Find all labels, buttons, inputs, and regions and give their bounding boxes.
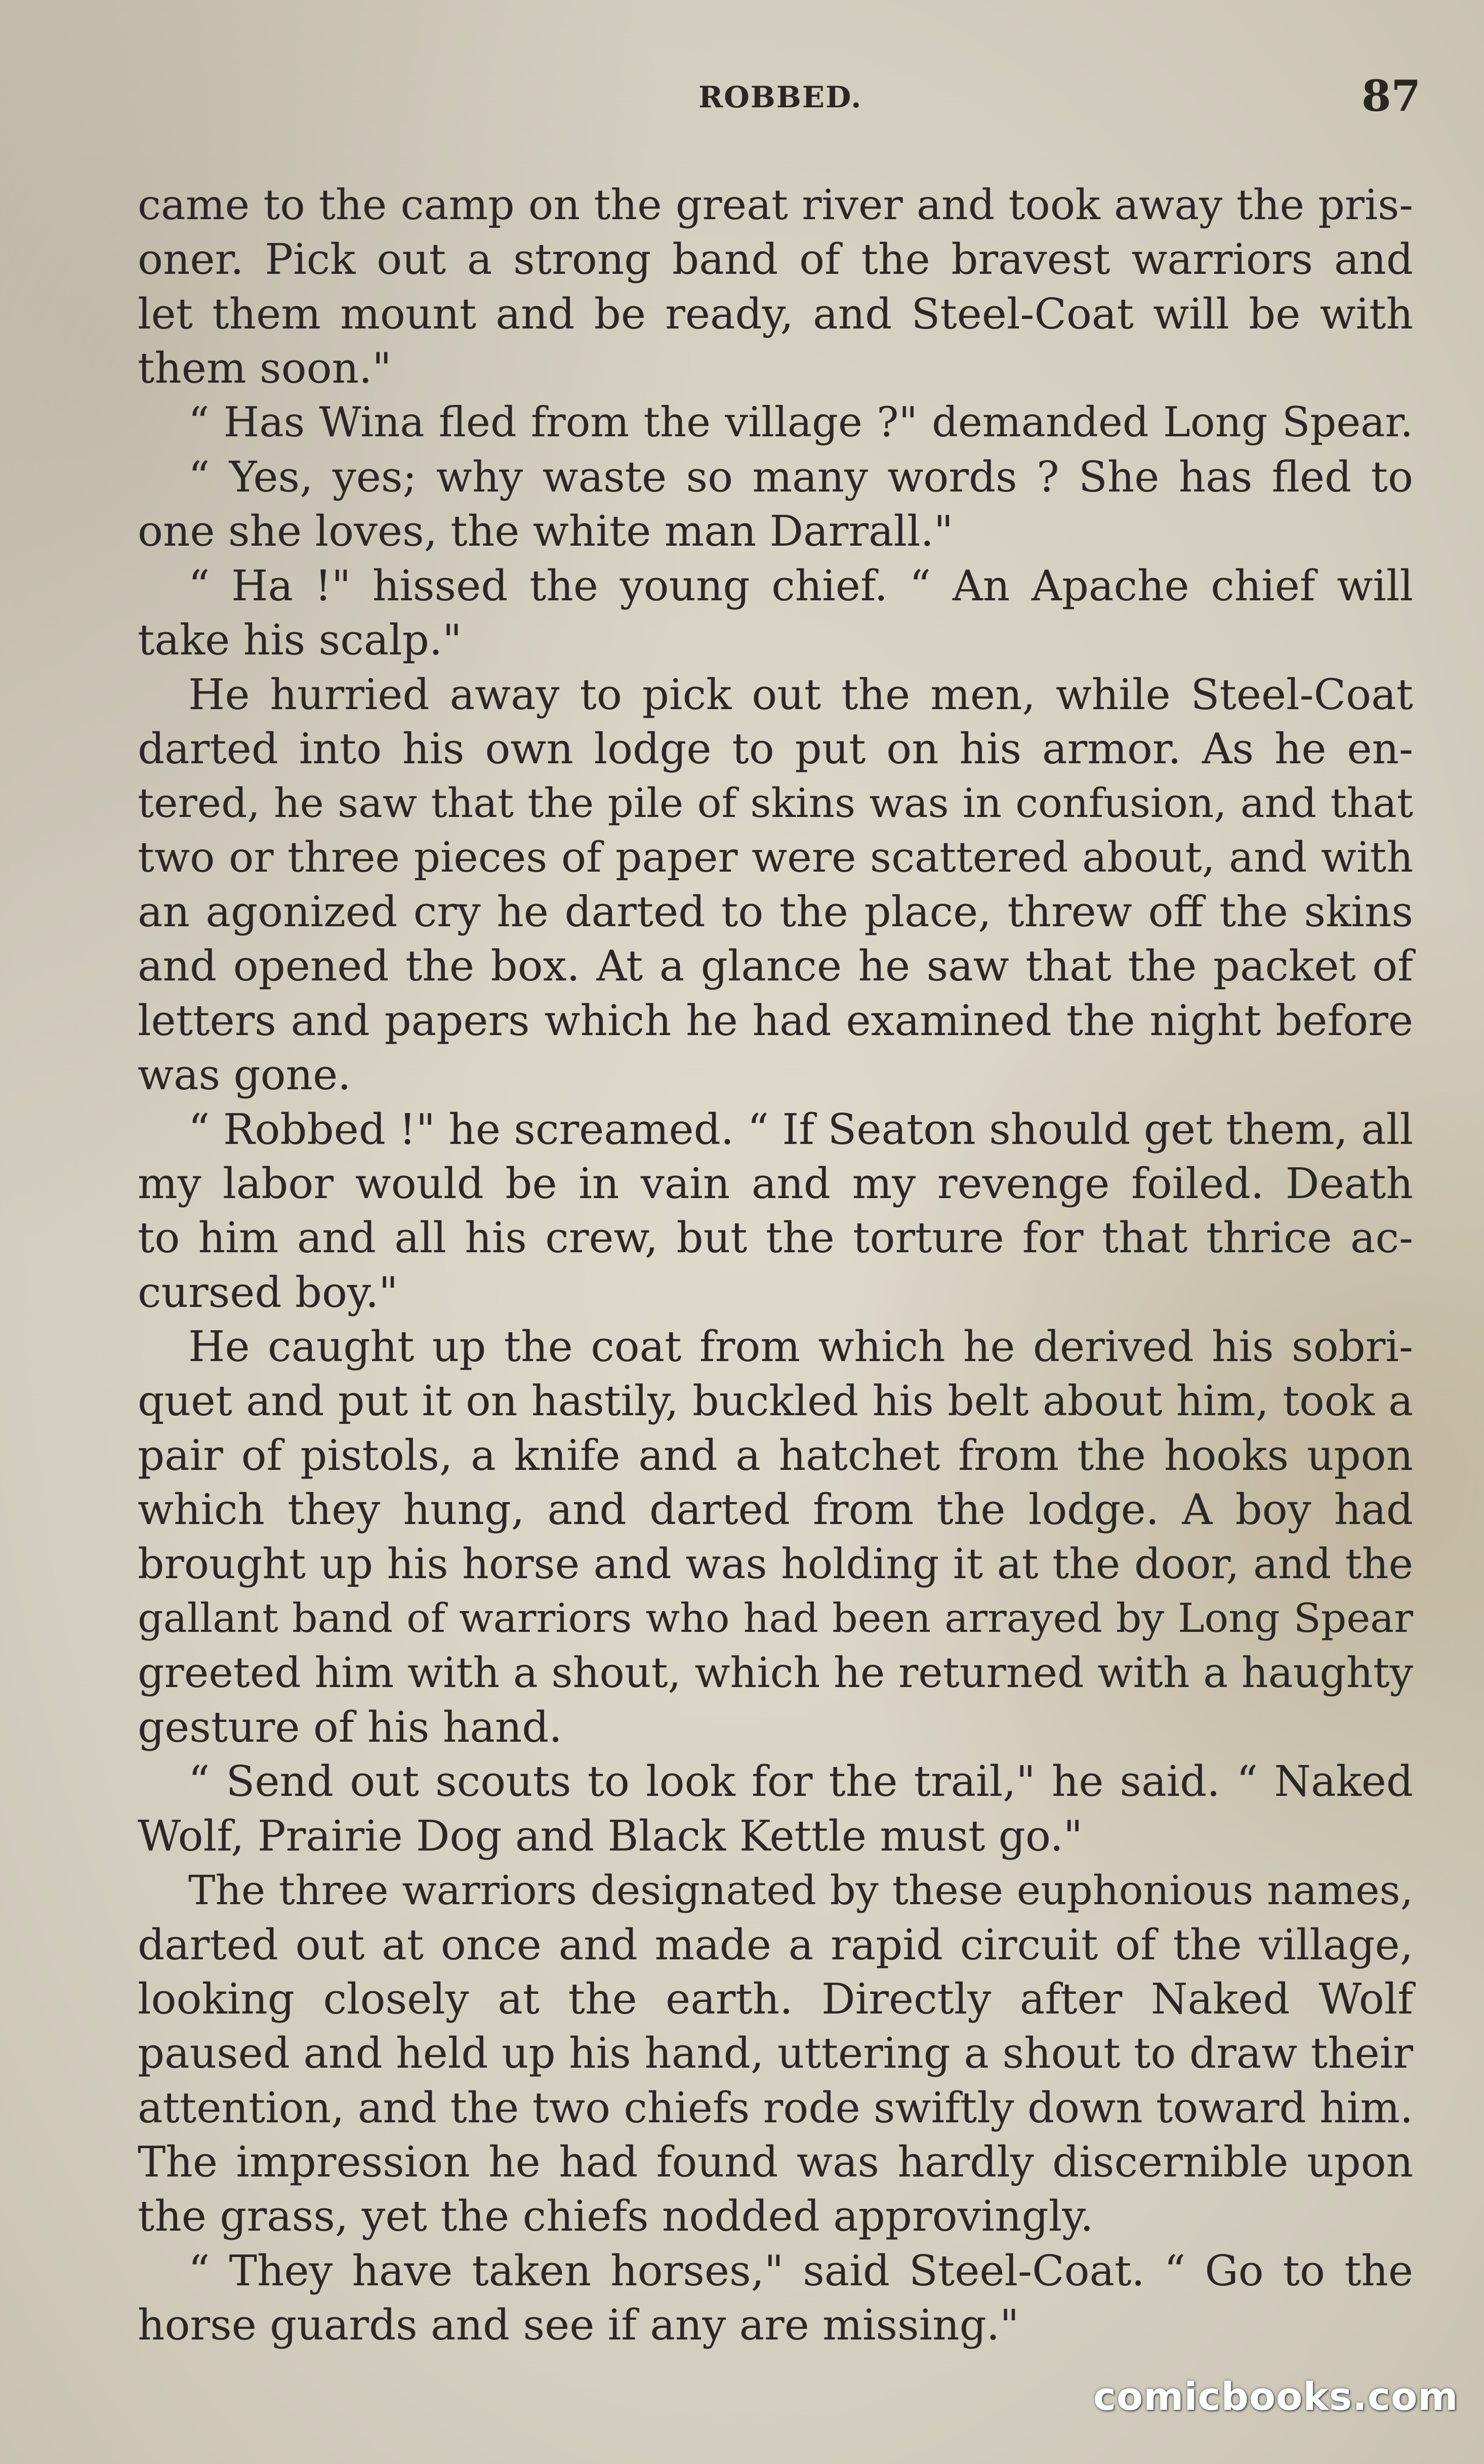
running-head: ROBBED. bbox=[698, 80, 862, 114]
text-line: darted into his own lodge to put on his armor. As he en- bbox=[138, 724, 1413, 773]
watermark: comicbooks.com bbox=[1093, 2374, 1459, 2419]
text-line: my labor would be in vain and my revenge foiled. Death bbox=[138, 1159, 1413, 1209]
text-line: an agonized cry he darted to the place, threw off the skins bbox=[138, 887, 1413, 937]
text-line: quet and put it on hastily, buckled his belt about him, took a bbox=[138, 1377, 1413, 1425]
body-text bbox=[138, 178, 1413, 2353]
text-line: take his scalp." bbox=[138, 615, 462, 665]
text-line: “ They have taken horses," said Steel-Coat. “ Go to the bbox=[188, 2246, 1413, 2295]
text-line: “ Yes, yes; why waste so many words ? She has fled to bbox=[188, 452, 1413, 502]
text-line: gesture of his hand. bbox=[138, 1702, 562, 1752]
text-line: “ Has Wina fled from the village ?" demanded Long Spear. bbox=[188, 398, 1413, 446]
text-line: The three warriors designated by these euphonious names, bbox=[188, 1867, 1413, 1914]
text-line: looking closely at the earth. Directly after Naked Wolf bbox=[138, 1974, 1413, 2024]
text-line: two or three pieces of paper were scattered about, and with bbox=[138, 833, 1413, 882]
text-line: brought up his horse and was holding it at the door, and the bbox=[138, 1540, 1413, 1588]
text-line: was gone. bbox=[138, 1050, 351, 1100]
text-line: Wolf, Prairie Dog and Black Kettle must go." bbox=[138, 1811, 1083, 1861]
page-number: 87 bbox=[1362, 71, 1421, 121]
text-line: horse guards and see if any are missing." bbox=[138, 2301, 1019, 2350]
text-line: one she loves, the white man Darrall." bbox=[138, 507, 954, 556]
text-line: them soon." bbox=[138, 344, 392, 393]
text-line: tered, he saw that the pile of skins was in confusion, and that bbox=[138, 779, 1413, 827]
text-line: to him and all his crew, but the torture for that thrice ac- bbox=[138, 1213, 1413, 1263]
text-line: greeted him with a shout, which he returned with a haughty bbox=[138, 1649, 1413, 1697]
text-line: paused and held up his hand, uttering a shout to draw their bbox=[138, 2029, 1413, 2078]
text-line: He hurried away to pick out the men, while Steel-Coat bbox=[188, 670, 1413, 719]
text-line: darted out at once and made a rapid circuit of the village, bbox=[138, 1920, 1413, 1969]
text-line: The impression he had found was hardly discernible upon bbox=[138, 2138, 1413, 2187]
text-line: He caught up the coat from which he derived his sobri- bbox=[188, 1322, 1413, 1372]
text-line: oner. Pick out a strong band of the bravest warriors and bbox=[138, 235, 1413, 284]
text-line: gallant band of warriors who had been arrayed by Long Spear bbox=[138, 1595, 1413, 1642]
text-line: the grass, yet the chiefs nodded approvingly. bbox=[138, 2192, 1094, 2241]
text-line: “ Send out scouts to look for the trail," he said. “ Naked bbox=[188, 1757, 1413, 1806]
text-line: which they hung, and darted from the lodge. A boy had bbox=[138, 1485, 1413, 1535]
text-line: cursed boy." bbox=[138, 1267, 398, 1317]
text-line: letters and papers which he had examined the night before bbox=[138, 996, 1413, 1045]
text-line: attention, and the two chiefs rode swiftly down toward him. bbox=[138, 2083, 1414, 2132]
text-line: pair of pistols, a knife and a hatchet from the hooks upon bbox=[138, 1430, 1413, 1480]
text-line: “ Robbed !" he screamed. “ If Seaton should get them, all bbox=[188, 1104, 1413, 1154]
text-line: came to the camp on the great river and took away the pris- bbox=[138, 181, 1413, 229]
text-line: let them mount and be ready, and Steel-Coat will be with bbox=[138, 289, 1413, 339]
text-line: and opened the box. At a glance he saw that the packet of bbox=[138, 941, 1413, 991]
text-line: “ Ha !" hissed the young chief. “ An Apache chief will bbox=[188, 561, 1413, 610]
